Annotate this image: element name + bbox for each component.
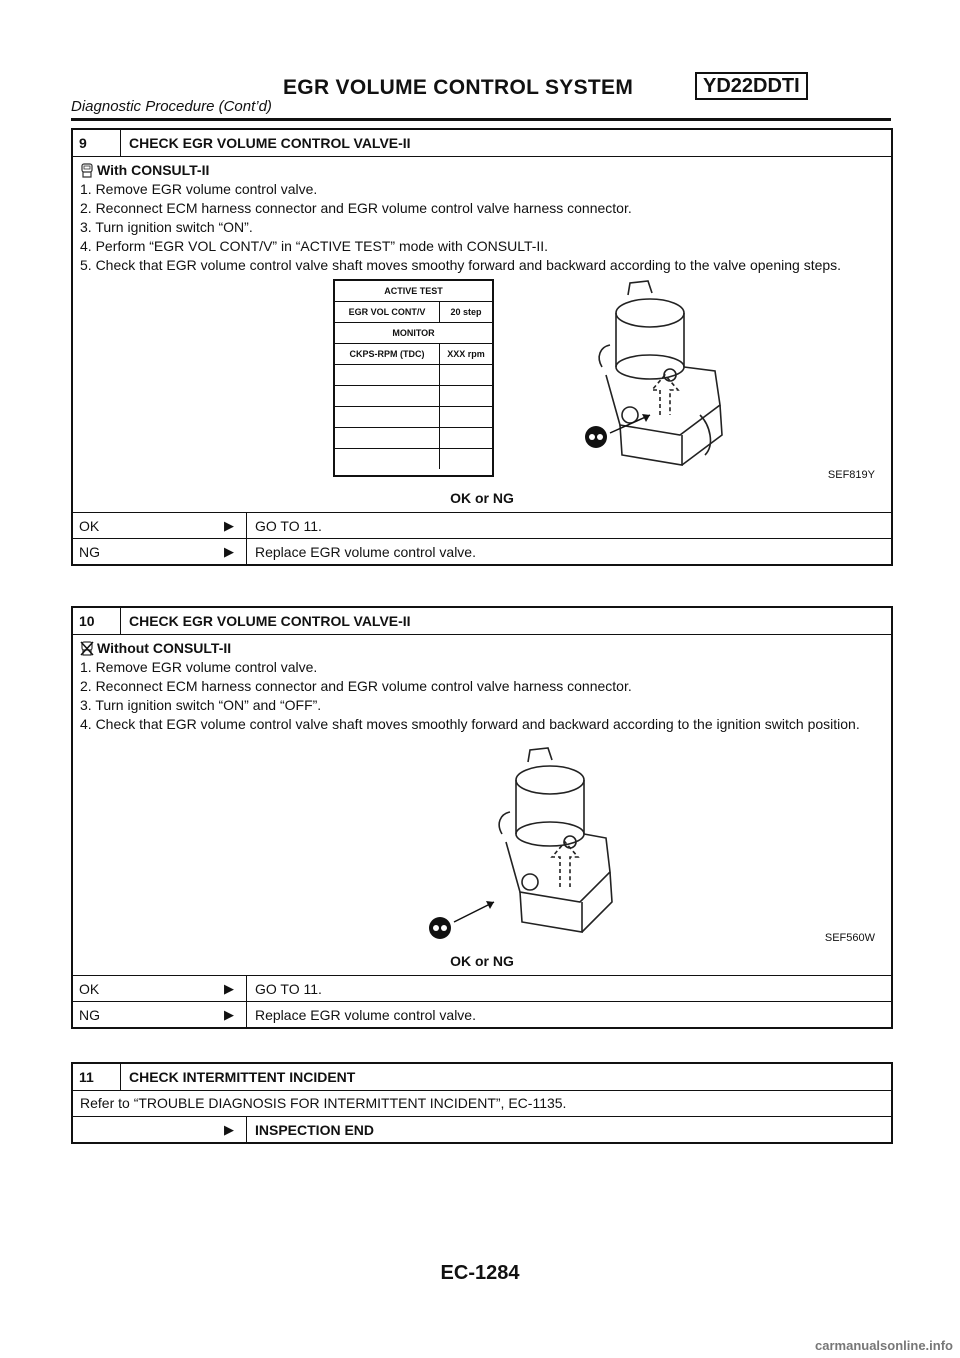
arrow-icon: ▶ bbox=[224, 1006, 234, 1022]
figure-sef819y bbox=[80, 275, 884, 487]
section-10 bbox=[71, 606, 893, 1029]
result-ok-row bbox=[73, 513, 891, 539]
section-11-title: CHECK INTERMITTENT INCIDENT bbox=[129, 1069, 356, 1085]
no-consult-icon bbox=[80, 641, 94, 656]
ng-action: Replace EGR volume control valve. bbox=[255, 543, 476, 560]
step: 4. Check that EGR volume control valve shaft moves smoothly forward and backward according to the ignition switch position. bbox=[80, 716, 860, 732]
section-11-body: Refer to “TROUBLE DIAGNOSIS FOR INTERMITTENT INCIDENT”, EC-1135. bbox=[73, 1091, 891, 1117]
step: 1. Remove EGR volume control valve. bbox=[80, 659, 318, 675]
arrow-icon: ▶ bbox=[224, 517, 234, 533]
section-10-number: 10 bbox=[73, 608, 121, 634]
active-test-row bbox=[335, 302, 492, 323]
empty-row bbox=[335, 449, 492, 469]
step: 2. Reconnect ECM harness connector and EGR volume control valve harness connector. bbox=[80, 200, 632, 216]
ok-action: GO TO 11. bbox=[255, 517, 322, 534]
engine-code-badge: YD22DDTI bbox=[695, 72, 808, 100]
step: 3. Turn ignition switch “ON” and “OFF”. bbox=[80, 697, 322, 713]
active-test-table bbox=[333, 279, 494, 477]
mode-with-consult bbox=[80, 161, 884, 180]
ng-label: NG bbox=[79, 543, 100, 560]
step: 1. Remove EGR volume control valve. bbox=[80, 181, 318, 197]
result-ok-row bbox=[73, 976, 891, 1002]
ok-label: OK bbox=[79, 980, 100, 997]
monitor-row bbox=[335, 344, 492, 365]
step: 4. Perform “EGR VOL CONT/V” in “ACTIVE TEST” mode with CONSULT-II. bbox=[80, 238, 549, 254]
section-9-title-row bbox=[73, 130, 891, 157]
active-test-value: 20 step bbox=[450, 306, 482, 317]
figure-label: SEF560W bbox=[824, 932, 875, 944]
egr-valve-illustration bbox=[410, 742, 630, 942]
eye-icon bbox=[429, 917, 451, 939]
step: 2. Reconnect ECM harness connector and EGR volume control valve harness connector. bbox=[80, 678, 632, 694]
figure-label: SEF819Y bbox=[827, 469, 875, 481]
ng-label: NG bbox=[79, 1006, 100, 1023]
result-ng-row bbox=[73, 1002, 891, 1027]
mode-label: With CONSULT-II bbox=[97, 162, 210, 178]
ok-label: OK bbox=[79, 517, 100, 534]
inspection-end-row bbox=[73, 1117, 891, 1142]
section-11-number: 11 bbox=[73, 1064, 121, 1090]
eye-icon bbox=[585, 426, 607, 448]
result-ng-row bbox=[73, 539, 891, 564]
section-9 bbox=[71, 128, 893, 566]
section-10-title: CHECK EGR VOLUME CONTROL VALVE-II bbox=[129, 613, 411, 629]
empty-row bbox=[335, 428, 492, 449]
arrow-icon: ▶ bbox=[224, 543, 234, 559]
section-9-number: 9 bbox=[73, 130, 121, 156]
empty-row bbox=[335, 407, 492, 428]
section-9-body bbox=[73, 157, 891, 513]
ok-or-ng: OK or NG bbox=[450, 490, 514, 506]
section-10-title-row bbox=[73, 608, 891, 635]
consult-icon bbox=[80, 163, 94, 178]
ok-action: GO TO 11. bbox=[255, 980, 322, 997]
figure-sef560w bbox=[80, 734, 884, 950]
section-11 bbox=[71, 1062, 893, 1144]
monitor-item: CKPS-RPM (TDC) bbox=[335, 344, 440, 364]
monitor-value: XXX rpm bbox=[447, 348, 485, 359]
active-test-header: ACTIVE TEST bbox=[335, 281, 492, 302]
monitor-header: MONITOR bbox=[335, 323, 492, 344]
header-rule bbox=[71, 118, 891, 121]
header-subtitle: Diagnostic Procedure (Cont’d) bbox=[71, 98, 272, 115]
header-title: EGR VOLUME CONTROL SYSTEM bbox=[283, 76, 634, 99]
step: 5. Check that EGR volume control valve shaft moves smoothy forward and backward according to the valve opening steps. bbox=[80, 257, 842, 273]
ng-action: Replace EGR volume control valve. bbox=[255, 1006, 476, 1023]
step: 3. Turn ignition switch “ON”. bbox=[80, 219, 253, 235]
section-11-title-row bbox=[73, 1064, 891, 1091]
watermark: carmanualsonline.info bbox=[815, 1338, 953, 1353]
egr-valve-illustration bbox=[510, 275, 750, 475]
ok-or-ng: OK or NG bbox=[450, 953, 514, 969]
empty-row bbox=[335, 386, 492, 407]
inspection-end: INSPECTION END bbox=[255, 1121, 375, 1138]
mode-label: Without CONSULT-II bbox=[97, 640, 232, 656]
empty-row bbox=[335, 365, 492, 386]
active-test-item: EGR VOL CONT/V bbox=[335, 302, 440, 322]
arrow-icon: ▶ bbox=[224, 1121, 234, 1137]
page-number: EC-1284 bbox=[440, 1262, 520, 1284]
mode-without-consult bbox=[80, 639, 884, 658]
section-10-body bbox=[73, 635, 891, 976]
arrow-icon: ▶ bbox=[224, 980, 234, 996]
section-9-title: CHECK EGR VOLUME CONTROL VALVE-II bbox=[129, 135, 411, 151]
